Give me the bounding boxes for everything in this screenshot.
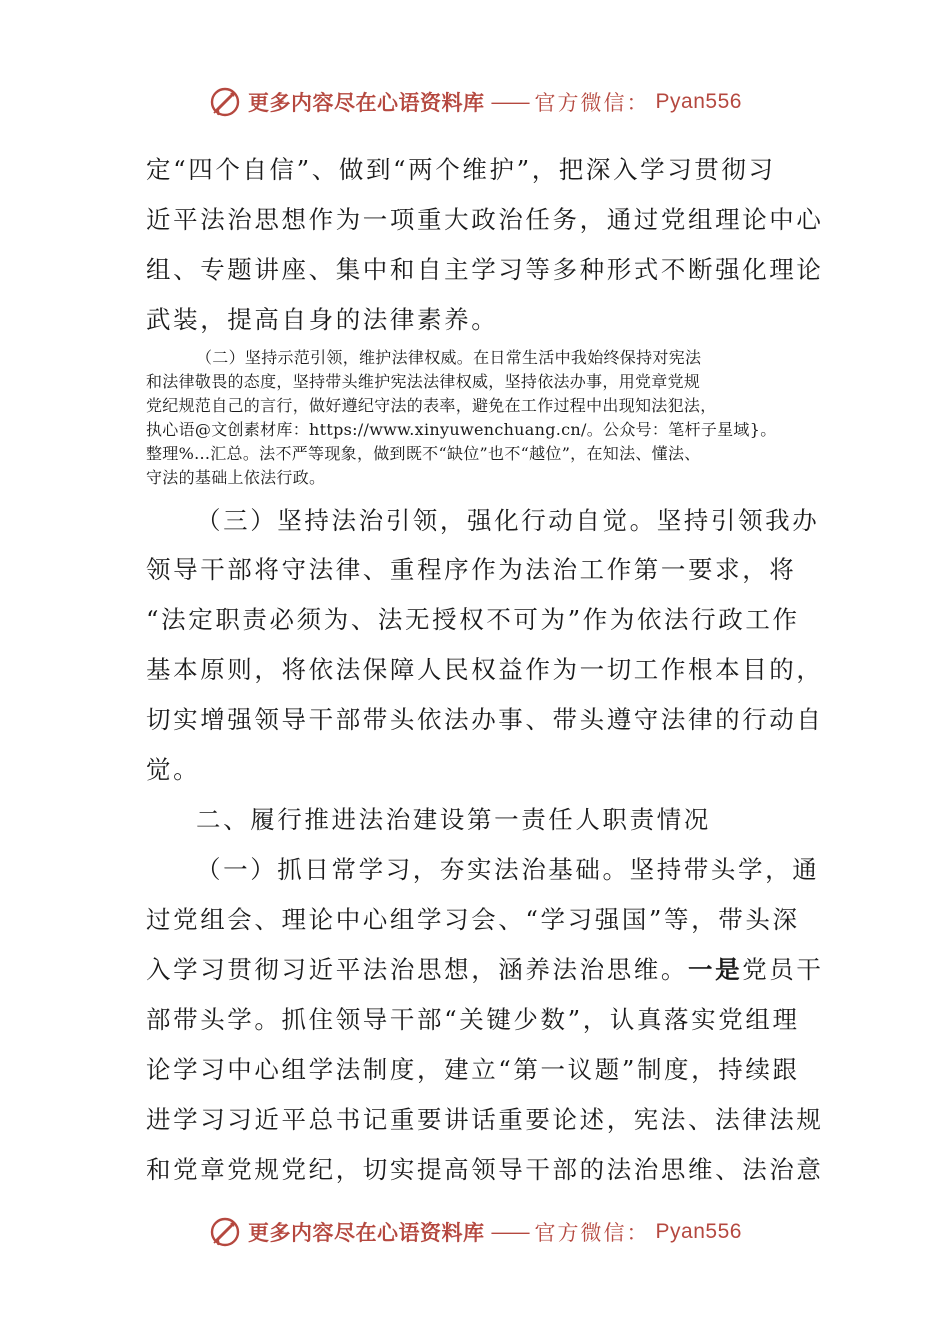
para4-line3-pre: 入学习贯彻习近平法治思想，涵养法治思维。 [146, 955, 688, 984]
para4-line3-bold: 一是 [688, 955, 743, 984]
header-wechat-id: Pyan556 [655, 90, 742, 113]
para4-line: （一）抓日常学习，夯实法治基础。坚持带头学，通 [196, 855, 820, 884]
header-banner [0, 82, 950, 122]
para2-line: 守法的基础上依法行政。 [146, 468, 326, 487]
para4-line: 进学习习近平总书记重要讲话重要论述，宪法、法律法规 [146, 1105, 824, 1134]
para2-line: 执心语@文创素材库：https://www.xinyuwenchuang.cn/。公众号：笔杆子星域}。 [146, 420, 777, 439]
para4-line: 和党章党规党纪，切实提高领导干部的法治思维、法治意 [146, 1155, 824, 1184]
para3-line: 切实增强领导干部带头依法办事、带头遵守法律的行动自 [146, 705, 824, 734]
para1-line: 武装，提高自身的法律素养。 [146, 305, 499, 334]
para3-line: 觉。 [146, 755, 201, 784]
footer-separator: —— [490, 1220, 529, 1244]
footer-wechat-id: Pyan556 [655, 1220, 742, 1243]
para1-line: 组、专题讲座、集中和自主学习等多种形式不断强化理论 [146, 255, 824, 284]
para2-line: （二）坚持示范引领，维护法律权威。在日常生活中我始终保持对宪法 [196, 348, 702, 367]
pen-circle-logo-icon [208, 1215, 242, 1249]
para1-line: 近平法治思想作为一项重大政治任务，通过党组理论中心 [146, 205, 824, 234]
footer-wechat-label: 官方微信： [534, 1221, 650, 1245]
para2-line: 整理%...汇总。法不严等现象，做到既不“缺位”也不“越位”，在知法、懂法、 [146, 444, 701, 463]
para2-line: 党纪规范自己的言行，做好遵纪守法的表率，避免在工作过程中出现知法犯法， [146, 396, 717, 415]
header-separator: —— [490, 90, 529, 114]
footer-banner [0, 1212, 950, 1252]
header-brand: 更多内容尽在心语资料库 [248, 90, 485, 115]
para4-line: 过党组会、理论中心组学习会、“学习强国”等，带头深 [146, 905, 800, 934]
para4-line: 论学习中心组学法制度，建立“第一议题”制度，持续跟 [146, 1055, 800, 1084]
pen-circle-logo-icon [208, 85, 242, 119]
para4-line: 部带头学。抓住领导干部“关键少数”，认真落实党组理 [146, 1005, 800, 1034]
para3-line: “法定职责必须为、法无授权不可为”作为依法行政工作 [146, 605, 800, 634]
para2-line: 和法律敬畏的态度，坚持带头维护宪法法律权威，坚持依法办事，用党章党规 [146, 372, 701, 391]
para4-line3-post: 党员干 [742, 955, 824, 984]
para3-line: 领导干部将守法律、重程序作为法治工作第一要求，将 [146, 555, 797, 584]
section-heading: 二、履行推进法治建设第一责任人职责情况 [196, 805, 711, 834]
footer-brand: 更多内容尽在心语资料库 [248, 1220, 485, 1245]
para4-line-mixed [146, 955, 824, 985]
para3-line: （三）坚持法治引领，强化行动自觉。坚持引领我办 [196, 506, 820, 535]
para1-line: 定“四个自信”、做到“两个维护”，把深入学习贯彻习 [146, 155, 776, 184]
header-wechat-label: 官方微信： [534, 91, 650, 115]
para3-line: 基本原则，将依法保障人民权益作为一切工作根本目的， [146, 655, 824, 684]
